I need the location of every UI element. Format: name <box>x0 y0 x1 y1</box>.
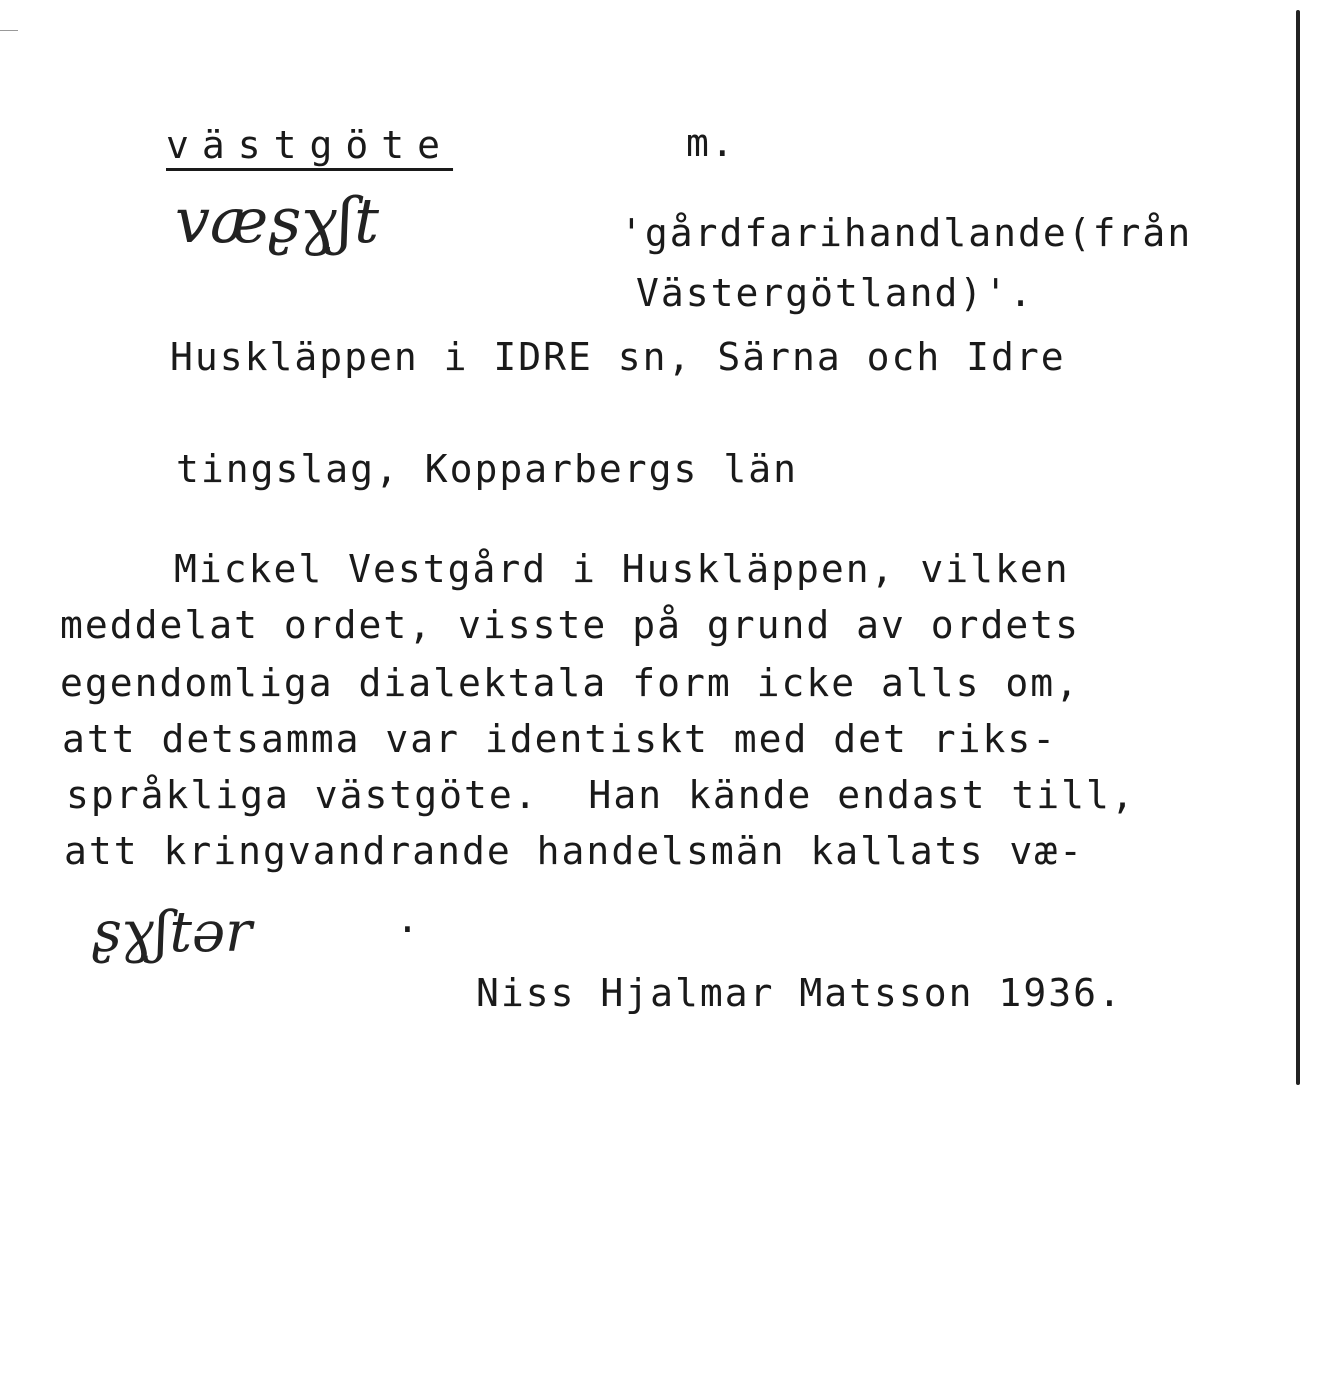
meaning-line-2: Västergötland)'. <box>636 271 1035 315</box>
place-line-2: tingslag, Kopparbergs län <box>176 447 798 491</box>
body-line: Mickel Vestgård i Huskläppen, vilken <box>174 547 1070 591</box>
body-line: egendomliga dialektala form icke alls om, <box>60 661 1080 705</box>
body-line: att kringvandrande handelsmän kallats væ- <box>64 829 1084 873</box>
card-edge-mark <box>0 30 18 31</box>
trailing-dot: . <box>396 897 421 941</box>
meaning-line-1: 'gårdfarihandlande(från <box>620 211 1193 255</box>
place-line-1: Huskläppen i IDRE sn, Särna och Idre <box>170 335 1066 379</box>
signature: Niss Hjalmar Matsson 1936. <box>476 971 1123 1015</box>
phonetic-continuation: ʂɣʃtər <box>92 900 252 965</box>
body-line: språkliga västgöte. Han kände endast till, <box>66 773 1136 817</box>
card-edge <box>1296 10 1300 1085</box>
phonetic-transcription: væʂɣʃt <box>175 184 380 257</box>
body-line: att detsamma var identiskt med det riks- <box>62 717 1058 761</box>
gender-label: m. <box>686 121 736 165</box>
headword: västgöte <box>166 123 454 167</box>
body-line: meddelat ordet, visste på grund av ordets <box>60 603 1080 647</box>
